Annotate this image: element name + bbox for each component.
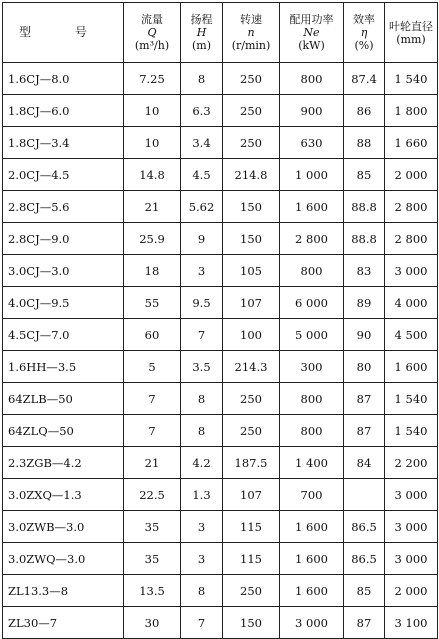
speed-cell: 214.3 [223, 351, 280, 383]
model-cell: 1.6CJ—8.0 [3, 63, 124, 95]
efficiency-cell: 85 [344, 159, 385, 191]
table-row [3, 159, 438, 191]
table-row [3, 351, 438, 383]
flow-cell: 5 [124, 351, 181, 383]
impeller-cell: 2 200 [385, 447, 438, 479]
flow-cell: 25.9 [124, 223, 181, 255]
flow-cell: 7 [124, 383, 181, 415]
model-cell: 3.0ZWQ—3.0 [3, 543, 124, 575]
power-cell: 300 [280, 351, 344, 383]
speed-cell: 250 [223, 63, 280, 95]
flow-cell: 13.5 [124, 575, 181, 607]
header-power-unit: (kW) [298, 39, 325, 52]
table-row [3, 95, 438, 127]
head-cell: 3 [181, 543, 223, 575]
efficiency-cell: 86 [344, 95, 385, 127]
power-cell: 900 [280, 95, 344, 127]
header-head-label: 扬程 [190, 13, 213, 26]
flow-cell: 21 [124, 447, 181, 479]
power-cell: 1 000 [280, 159, 344, 191]
impeller-cell: 3 000 [385, 255, 438, 287]
head-cell: 8 [181, 415, 223, 447]
efficiency-cell: 89 [344, 287, 385, 319]
flow-cell: 21 [124, 191, 181, 223]
power-cell: 1 400 [280, 447, 344, 479]
table-body [3, 63, 438, 639]
header-efficiency-symbol: η [360, 26, 368, 39]
table-row [3, 383, 438, 415]
table-row [3, 511, 438, 543]
table-row [3, 287, 438, 319]
head-cell: 3.4 [181, 127, 223, 159]
head-cell: 8 [181, 63, 223, 95]
table-row [3, 255, 438, 287]
header-flow-unit: (m³/h) [134, 39, 170, 52]
impeller-cell: 3 100 [385, 607, 438, 639]
header-flow [124, 3, 181, 63]
header-model: 型 号 [3, 3, 124, 63]
table-row [3, 607, 438, 639]
flow-cell: 7 [124, 415, 181, 447]
flow-cell: 14.8 [124, 159, 181, 191]
impeller-cell: 1 660 [385, 127, 438, 159]
table-row [3, 63, 438, 95]
speed-cell: 107 [223, 479, 280, 511]
impeller-cell: 2 000 [385, 159, 438, 191]
efficiency-cell: 86.5 [344, 543, 385, 575]
header-speed-label: 转速 [240, 13, 262, 26]
head-cell: 1.3 [181, 479, 223, 511]
header-head-unit: (m) [191, 39, 211, 52]
speed-cell: 107 [223, 287, 280, 319]
model-cell: 3.0ZWB—3.0 [3, 511, 124, 543]
impeller-cell: 1 540 [385, 383, 438, 415]
header-speed-symbol: n [247, 26, 255, 39]
head-cell: 4.2 [181, 447, 223, 479]
power-cell: 1 600 [280, 543, 344, 575]
impeller-cell: 2 000 [385, 575, 438, 607]
efficiency-cell: 80 [344, 351, 385, 383]
flow-cell: 18 [124, 255, 181, 287]
table-row [3, 319, 438, 351]
head-cell: 8 [181, 575, 223, 607]
impeller-cell: 1 800 [385, 95, 438, 127]
table-row [3, 415, 438, 447]
speed-cell: 250 [223, 575, 280, 607]
speed-cell: 214.8 [223, 159, 280, 191]
model-cell: 3.0CJ—3.0 [3, 255, 124, 287]
table-row [3, 575, 438, 607]
impeller-cell: 4 000 [385, 287, 438, 319]
pump-spec-table-container [2, 2, 437, 630]
header-impeller-label: 叶轮直径 [389, 19, 433, 33]
impeller-cell: 3 000 [385, 543, 438, 575]
header-flow-symbol: Q [147, 26, 157, 39]
power-cell: 800 [280, 63, 344, 95]
model-cell: 1.8CJ—6.0 [3, 95, 124, 127]
speed-cell: 150 [223, 223, 280, 255]
power-cell: 800 [280, 383, 344, 415]
header-power-label: 配用功率 [289, 13, 334, 26]
power-cell: 2 800 [280, 223, 344, 255]
impeller-cell: 1 540 [385, 415, 438, 447]
model-cell: 4.5CJ—7.0 [3, 319, 124, 351]
impeller-cell: 3 000 [385, 511, 438, 543]
efficiency-cell: 87 [344, 415, 385, 447]
header-head-symbol: H [196, 26, 207, 39]
flow-cell: 60 [124, 319, 181, 351]
speed-cell: 250 [223, 415, 280, 447]
efficiency-cell: 87 [344, 607, 385, 639]
speed-cell: 105 [223, 255, 280, 287]
model-cell: 64ZLQ—50 [3, 415, 124, 447]
efficiency-cell: 88 [344, 127, 385, 159]
model-cell: 2.8CJ—9.0 [3, 223, 124, 255]
efficiency-cell: 86.5 [344, 511, 385, 543]
power-cell: 1 600 [280, 575, 344, 607]
header-impeller-unit: (mm) [396, 32, 426, 46]
efficiency-cell: 84 [344, 447, 385, 479]
power-cell: 800 [280, 255, 344, 287]
header-flow-label: 流量 [141, 13, 163, 26]
table-row [3, 479, 438, 511]
header-impeller [385, 3, 438, 63]
speed-cell: 250 [223, 383, 280, 415]
table-row [3, 191, 438, 223]
table-row [3, 543, 438, 575]
head-cell: 6.3 [181, 95, 223, 127]
head-cell: 3 [181, 255, 223, 287]
flow-cell: 30 [124, 607, 181, 639]
head-cell: 4.5 [181, 159, 223, 191]
model-cell: 64ZLB—50 [3, 383, 124, 415]
header-efficiency [344, 3, 385, 63]
head-cell: 9 [181, 223, 223, 255]
flow-cell: 22.5 [124, 479, 181, 511]
head-cell: 7 [181, 319, 223, 351]
model-cell: 2.0CJ—4.5 [3, 159, 124, 191]
power-cell: 1 600 [280, 191, 344, 223]
model-cell: ZL30—7 [3, 607, 124, 639]
table-row [3, 223, 438, 255]
head-cell: 7 [181, 607, 223, 639]
efficiency-cell: 88.8 [344, 223, 385, 255]
efficiency-cell: 83 [344, 255, 385, 287]
power-cell: 6 000 [280, 287, 344, 319]
model-cell: 4.0CJ—9.5 [3, 287, 124, 319]
model-cell: ZL13.3—8 [3, 575, 124, 607]
flow-cell: 35 [124, 543, 181, 575]
efficiency-cell: 88.8 [344, 191, 385, 223]
impeller-cell: 1 540 [385, 63, 438, 95]
efficiency-cell [344, 479, 385, 511]
impeller-cell: 2 800 [385, 191, 438, 223]
speed-cell: 150 [223, 607, 280, 639]
header-head [181, 3, 223, 63]
efficiency-cell: 87.4 [344, 63, 385, 95]
impeller-cell: 4 500 [385, 319, 438, 351]
power-cell: 1 600 [280, 511, 344, 543]
model-cell: 2.3ZGB—4.2 [3, 447, 124, 479]
model-cell: 1.6HH—3.5 [3, 351, 124, 383]
header-efficiency-label: 效率 [353, 13, 375, 26]
efficiency-cell: 90 [344, 319, 385, 351]
flow-cell: 10 [124, 127, 181, 159]
speed-cell: 187.5 [223, 447, 280, 479]
impeller-cell: 2 800 [385, 223, 438, 255]
efficiency-cell: 85 [344, 575, 385, 607]
impeller-cell: 1 600 [385, 351, 438, 383]
header-row [3, 3, 438, 63]
efficiency-cell: 87 [344, 383, 385, 415]
table-row [3, 447, 438, 479]
power-cell: 3 000 [280, 607, 344, 639]
flow-cell: 10 [124, 95, 181, 127]
power-cell: 5 000 [280, 319, 344, 351]
power-cell: 630 [280, 127, 344, 159]
header-power [280, 3, 344, 63]
header-speed [223, 3, 280, 63]
model-cell: 2.8CJ—5.6 [3, 191, 124, 223]
head-cell: 5.62 [181, 191, 223, 223]
flow-cell: 55 [124, 287, 181, 319]
table-row [3, 127, 438, 159]
head-cell: 3.5 [181, 351, 223, 383]
speed-cell: 250 [223, 95, 280, 127]
head-cell: 3 [181, 511, 223, 543]
speed-cell: 115 [223, 543, 280, 575]
flow-cell: 7.25 [124, 63, 181, 95]
speed-cell: 150 [223, 191, 280, 223]
flow-cell: 35 [124, 511, 181, 543]
head-cell: 9.5 [181, 287, 223, 319]
speed-cell: 100 [223, 319, 280, 351]
model-cell: 3.0ZXQ—1.3 [3, 479, 124, 511]
impeller-cell: 3 000 [385, 479, 438, 511]
speed-cell: 115 [223, 511, 280, 543]
model-cell: 1.8CJ—3.4 [3, 127, 124, 159]
head-cell: 8 [181, 383, 223, 415]
header-power-symbol: Ne [303, 26, 320, 39]
header-speed-unit: (r/min) [231, 39, 271, 52]
power-cell: 800 [280, 415, 344, 447]
speed-cell: 250 [223, 127, 280, 159]
pump-spec-table [2, 2, 438, 639]
power-cell: 700 [280, 479, 344, 511]
header-efficiency-unit: (%) [354, 39, 374, 52]
